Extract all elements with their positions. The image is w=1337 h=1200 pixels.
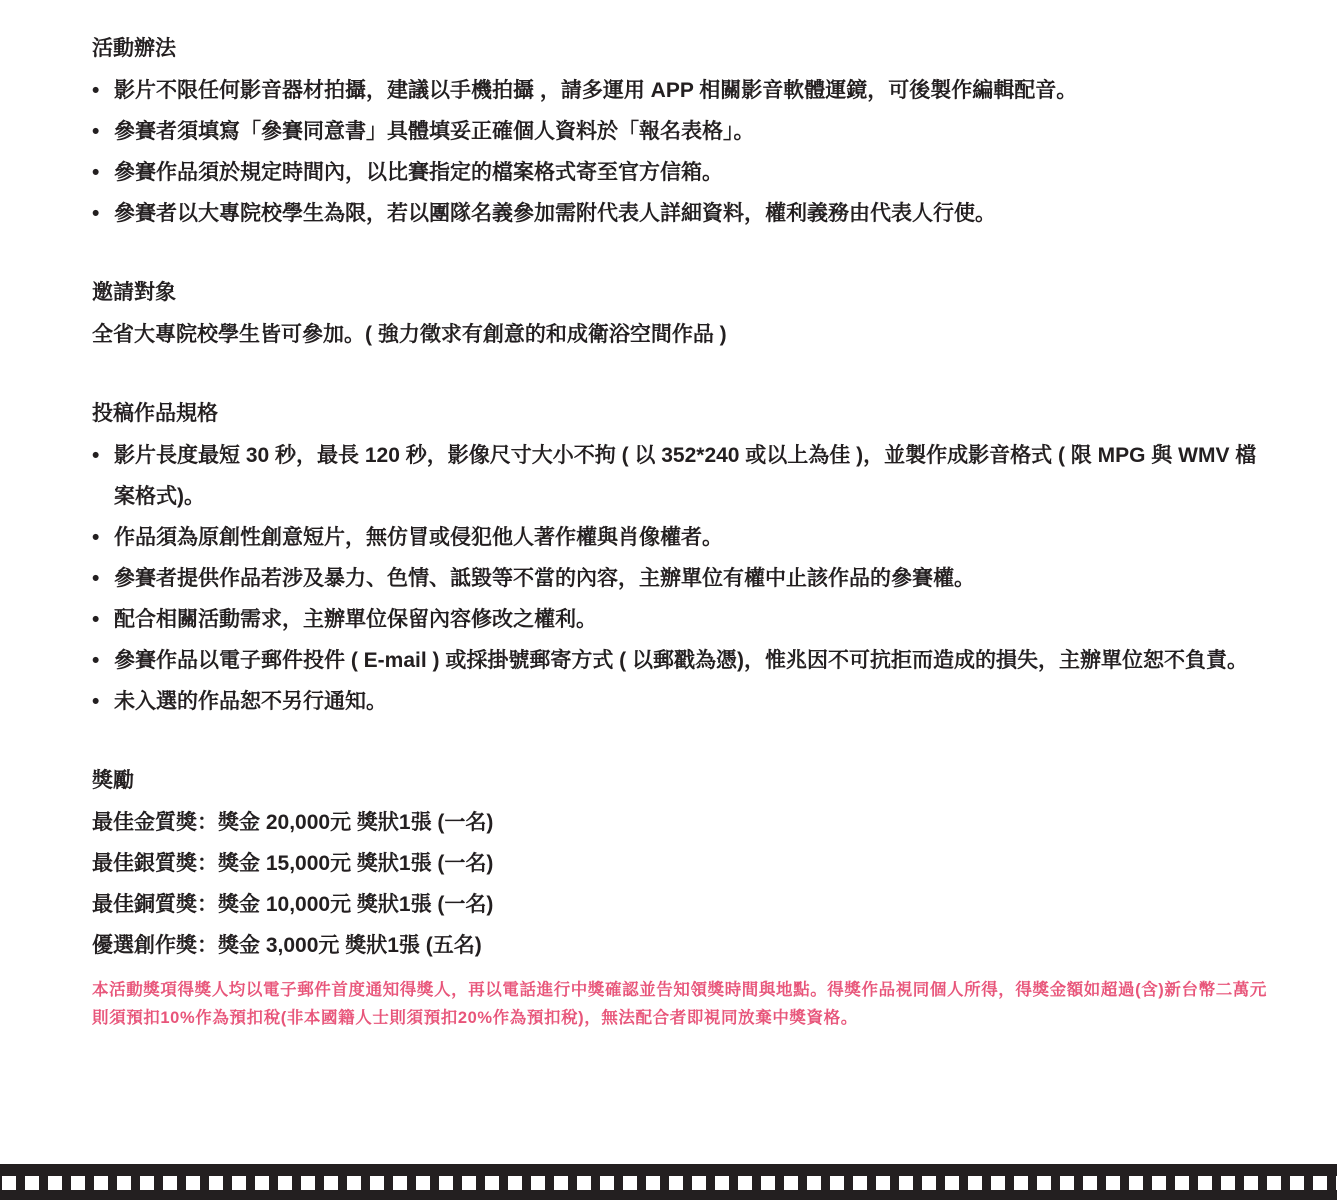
list-item: • 未入選的作品恕不另行通知。	[92, 681, 1272, 722]
rules-list	[92, 70, 1272, 234]
filmstrip-holes	[2, 1176, 1337, 1190]
page-content	[92, 34, 1272, 1032]
section-specs	[92, 399, 1272, 722]
list-item: • 參賽者提供作品若涉及暴力、色情、詆毀等不當的內容，主辦單位有權中止該作品的參賽權。	[92, 558, 1272, 599]
list-item: • 參賽者以大專院校學生為限，若以團隊名義參加需附代表人詳細資料，權利義務由代表人行使。	[92, 193, 1272, 234]
list-item: • 作品須為原創性創意短片，無仿冒或侵犯他人著作權與肖像權者。	[92, 517, 1272, 558]
filmstrip-border-icon	[0, 1164, 1337, 1200]
list-item: • 配合相關活動需求，主辦單位保留內容修改之權利。	[92, 599, 1272, 640]
section-title-rules: 活動辦法	[92, 37, 176, 60]
prize-bronze: 最佳銅質獎：獎金 10,000元 獎狀1張 (一名)	[92, 893, 494, 916]
section-title-prizes: 獎勵	[92, 769, 134, 792]
prize-silver: 最佳銀質獎：獎金 15,000元 獎狀1張 (一名)	[92, 852, 494, 875]
section-prizes	[92, 766, 1272, 1032]
section-title-audience: 邀請對象	[92, 281, 176, 304]
specs-list	[92, 435, 1272, 722]
prize-merit: 優選創作獎：獎金 3,000元 獎狀1張 (五名)	[92, 934, 482, 957]
list-item: • 影片不限任何影音器材拍攝，建議以手機拍攝 ，請多運用 APP 相關影音軟體運鏡，可後製作編輯配音。	[92, 70, 1272, 111]
section-audience	[92, 278, 1272, 355]
prize-note: 本活動獎項得獎人均以電子郵件首度通知得獎人，再以電話進行中獎確認並告知領獎時間與地點。得獎作品視同個人所得，得獎金額如超過(含)新台幣二萬元則須預扣10%作為預扣稅(非本國籍人士則須預扣20%作為預扣稅)，無法配合者即視同放棄中獎資格。	[92, 981, 1267, 1027]
prize-gold: 最佳金質獎：獎金 20,000元 獎狀1張 (一名)	[92, 811, 494, 834]
list-item: • 參賽作品以電子郵件投件 ( E-mail ) 或採掛號郵寄方式 ( 以郵戳為憑)，惟兆因不可抗拒而造成的損失，主辦單位恕不負責。	[92, 640, 1272, 681]
list-item: • 參賽者須填寫「參賽同意書」具體填妥正確個人資料於「報名表格」。	[92, 111, 1272, 152]
audience-text: 全省大專院校學生皆可參加。( 強力徵求有創意的和成衛浴空間作品 )	[92, 323, 727, 346]
section-title-specs: 投稿作品規格	[92, 402, 218, 425]
list-item: • 影片長度最短 30 秒，最長 120 秒，影像尺寸大小不拘 ( 以 352*240 或以上為佳 )，並製作成影音格式 ( 限 MPG 與 WMV 檔案格式)。	[92, 435, 1272, 517]
list-item: • 參賽作品須於規定時間內，以比賽指定的檔案格式寄至官方信箱。	[92, 152, 1272, 193]
section-rules	[92, 34, 1272, 234]
